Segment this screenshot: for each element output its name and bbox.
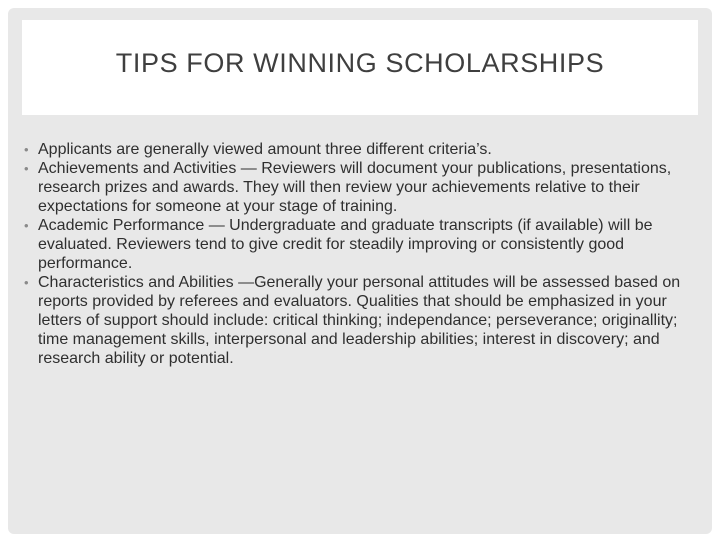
bullet-icon: • <box>24 218 29 233</box>
bullet-text: Applicants are generally viewed amount three different criteria’s. <box>38 141 492 158</box>
bullet-icon: • <box>24 275 29 290</box>
bullet-text: Achievements and Activities — Reviewers will document your publications, presentations, research prizes and awards. They will then review your achievements relative to their expectations for someone at your stage of training. <box>38 160 672 215</box>
bullet-icon: • <box>24 161 29 176</box>
list-item <box>24 159 684 216</box>
bullet-text: Academic Performance — Undergraduate and graduate transcripts (if available) will be evaluated. Reviewers tend to give credit for steadily improving or consistently good performance. <box>38 217 653 272</box>
bullet-text: Characteristics and Abilities —Generally your personal attitudes will be assessed based on reports provided by referees and evaluators. Qualities that should be emphasized in your letters of support should include: critical thinking; independance; perseverance; originallity; time management skills, interpersonal and leadership abilities; interest in discovery; and research ability or potential. <box>38 274 681 367</box>
slide <box>8 8 712 534</box>
bullet-list <box>24 140 684 368</box>
title-box <box>22 20 698 115</box>
bullet-icon: • <box>24 142 29 157</box>
slide-title: TIPS FOR WINNING SCHOLARSHIPS <box>115 48 605 78</box>
list-item <box>24 216 684 273</box>
list-item <box>24 140 684 159</box>
list-item <box>24 273 684 368</box>
